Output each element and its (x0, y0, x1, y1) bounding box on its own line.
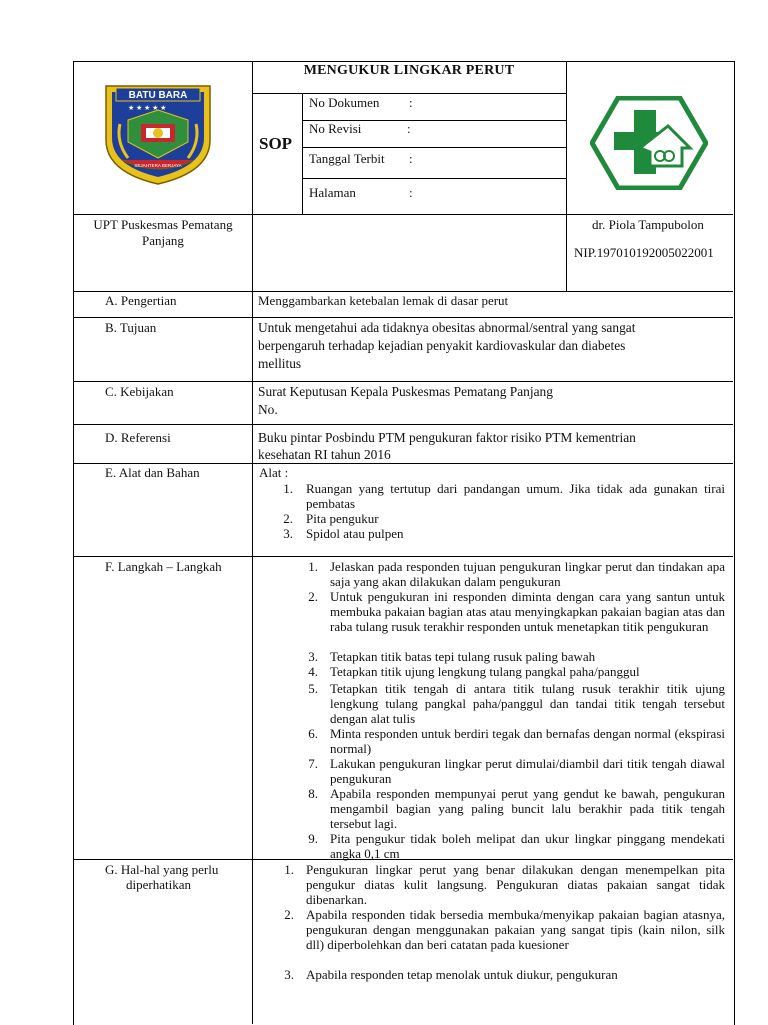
step-item: Lakukan pengukuran lingkar perut dimulai/diambil dari titik tengah diawal pengukuran (330, 756, 725, 786)
section-g-label-line2: diperhatikan (126, 877, 191, 892)
rule-a (73, 317, 733, 318)
section-b-label: B. Tujuan (105, 320, 157, 335)
rule-e (73, 556, 733, 557)
section-e-item: Pita pengukur (306, 511, 379, 526)
revision-label: No Revisi (309, 121, 362, 136)
section-b-line3: mellitus (258, 356, 302, 371)
step-item: Untuk pengukuran ini responden diminta dengan cara yang santun untuk membuka pakaian bagian atas atau menyingkapkan pakaian bagian atas dan raba tulang rusuk terakhir responden untuk menetapkan titik pengukuran (330, 589, 725, 634)
rule-date (302, 178, 566, 179)
note-item: Pengukuran lingkar perut yang benar dilakukan dengan menempelkan pita pengukur diatas kulit langsung. Pengukuran diatas pakaian sangat tidak dibenarkan. (306, 862, 725, 907)
note-number: 1. (284, 862, 294, 877)
rule-col-left (252, 61, 253, 1024)
svg-text:★ ★ ★ ★ ★: ★ ★ ★ ★ ★ (128, 104, 167, 112)
rule-sign-bottom (73, 291, 733, 292)
section-f-label: F. Langkah – Langkah (105, 559, 222, 574)
step-number: 2. (308, 589, 318, 604)
page-colon: : (409, 185, 413, 200)
doc-no-label: No Dokumen (309, 95, 380, 110)
logo-motto: SEJAHTERA BERJAYA (134, 163, 182, 168)
section-d-line1: Buku pintar Posbindu PTM pengukuran faktor risiko PTM kementrian (258, 430, 636, 445)
rule-c (73, 424, 733, 425)
step-item: Apabila responden mempunyai perut yang gendut ke bawah, pengukuran mengambil bagian yang paling buncit lalu berakhir pada titik tengah tersebut lagi. (330, 786, 725, 831)
step-number: 8. (308, 786, 318, 801)
step-item: Minta responden untuk berdiri tegak dan bernafas dengan normal (ekspirasi normal) (330, 726, 725, 756)
section-a-label: A. Pengertian (105, 293, 177, 308)
org-name-line1: UPT Puskesmas Pematang (93, 217, 233, 232)
section-d-label: D. Referensi (105, 430, 171, 445)
note-number: 2. (284, 907, 294, 922)
org-name-line2: Panjang (142, 233, 184, 248)
rule-header-bottom (73, 214, 733, 215)
section-b-line1: Untuk mengetahui ada tidaknya obesitas abnormal/sentral yang sangat (258, 320, 636, 335)
step-number: 4. (308, 664, 318, 679)
doctor-name: dr. Piola Tampubolon (592, 217, 704, 232)
step-item: Tetapkan titik tengah di antara titik tulang rusuk terakhir titik ujung lengkung tulang pangkal paha/panggul dan tandai titik tengah tersebut dengan alat tulis (330, 681, 725, 726)
rule-col-right (566, 61, 567, 291)
rule-rev (302, 147, 566, 148)
section-a-text: Menggambarkan ketebalan lemak di dasar perut (258, 293, 509, 308)
document-title: MENGUKUR LINGKAR PERUT (303, 63, 515, 78)
batu-bara-logo (98, 80, 218, 188)
section-c-line2: No. (258, 402, 278, 417)
section-c-label: C. Kebijakan (105, 384, 174, 399)
step-item: Jelaskan pada responden tujuan pengukuran lingkar perut dan tindakan apa saja yang akan dilakukan dalam pengukuran (330, 559, 725, 589)
section-e-item: Ruangan yang tertutup dari pandangan umum. Jika tidak ada gunakan tirai pembatas (306, 481, 725, 511)
rule-col-sop (302, 93, 303, 214)
section-c-line1: Surat Keputusan Kepala Puskesmas Pematang Panjang (258, 384, 553, 399)
section-d-line2: kesehatan RI tahun 2016 (258, 447, 391, 462)
note-item: Apabila responden tidak bersedia membuka/menyikap pakaian bagian atasnya, pengukuran dengan menggunakan pakaian yang sangat tipis (kain nilon, silk dll) diperbolehkan dan beri catatan pada kuesioner (306, 907, 725, 952)
issue-date-label: Tanggal Terbit (309, 151, 385, 166)
step-item: Tetapkan titik ujung lengkung tulang pangkal paha/panggul (330, 664, 640, 679)
step-number: 1. (308, 559, 318, 574)
puskesmas-logo (590, 96, 708, 190)
note-item: Apabila responden tetap menolak untuk diukur, pengukuran (306, 967, 618, 982)
step-item: Pita pengukur tidak boleh melipat dan ukur lingkar pinggang mendekati angka 0,1 cm (330, 831, 725, 861)
rule-b (73, 381, 733, 382)
logo-text: BATU BARA (128, 90, 188, 101)
rule-d (73, 463, 733, 464)
step-number: 3. (308, 649, 318, 664)
section-b-line2: berpengaruh terhadap kejadian penyakit kardiovaskular dan diabetes (258, 338, 626, 353)
step-number: 7. (308, 756, 318, 771)
page-label: Halaman (309, 185, 356, 200)
doc-no-colon: : (409, 95, 413, 110)
revision-colon: : (407, 121, 411, 136)
issue-date-colon: : (409, 151, 413, 166)
step-number: 5. (308, 681, 318, 696)
section-e-item: Spidol atau pulpen (306, 526, 404, 541)
rule-title-bottom (252, 93, 566, 94)
step-number: 6. (308, 726, 318, 741)
section-e-intro: Alat : (259, 465, 289, 480)
section-e-label: E. Alat dan Bahan (105, 465, 200, 480)
section-g-label-line1: G. Hal-hal yang perlu (105, 862, 219, 877)
doctor-nip: NIP.197010192005022001 (574, 245, 714, 260)
sop-label: SOP (259, 134, 293, 153)
note-number: 3. (284, 967, 294, 982)
step-item: Tetapkan titik batas tepi tulang rusuk paling bawah (330, 649, 596, 664)
step-number: 9. (308, 831, 318, 846)
